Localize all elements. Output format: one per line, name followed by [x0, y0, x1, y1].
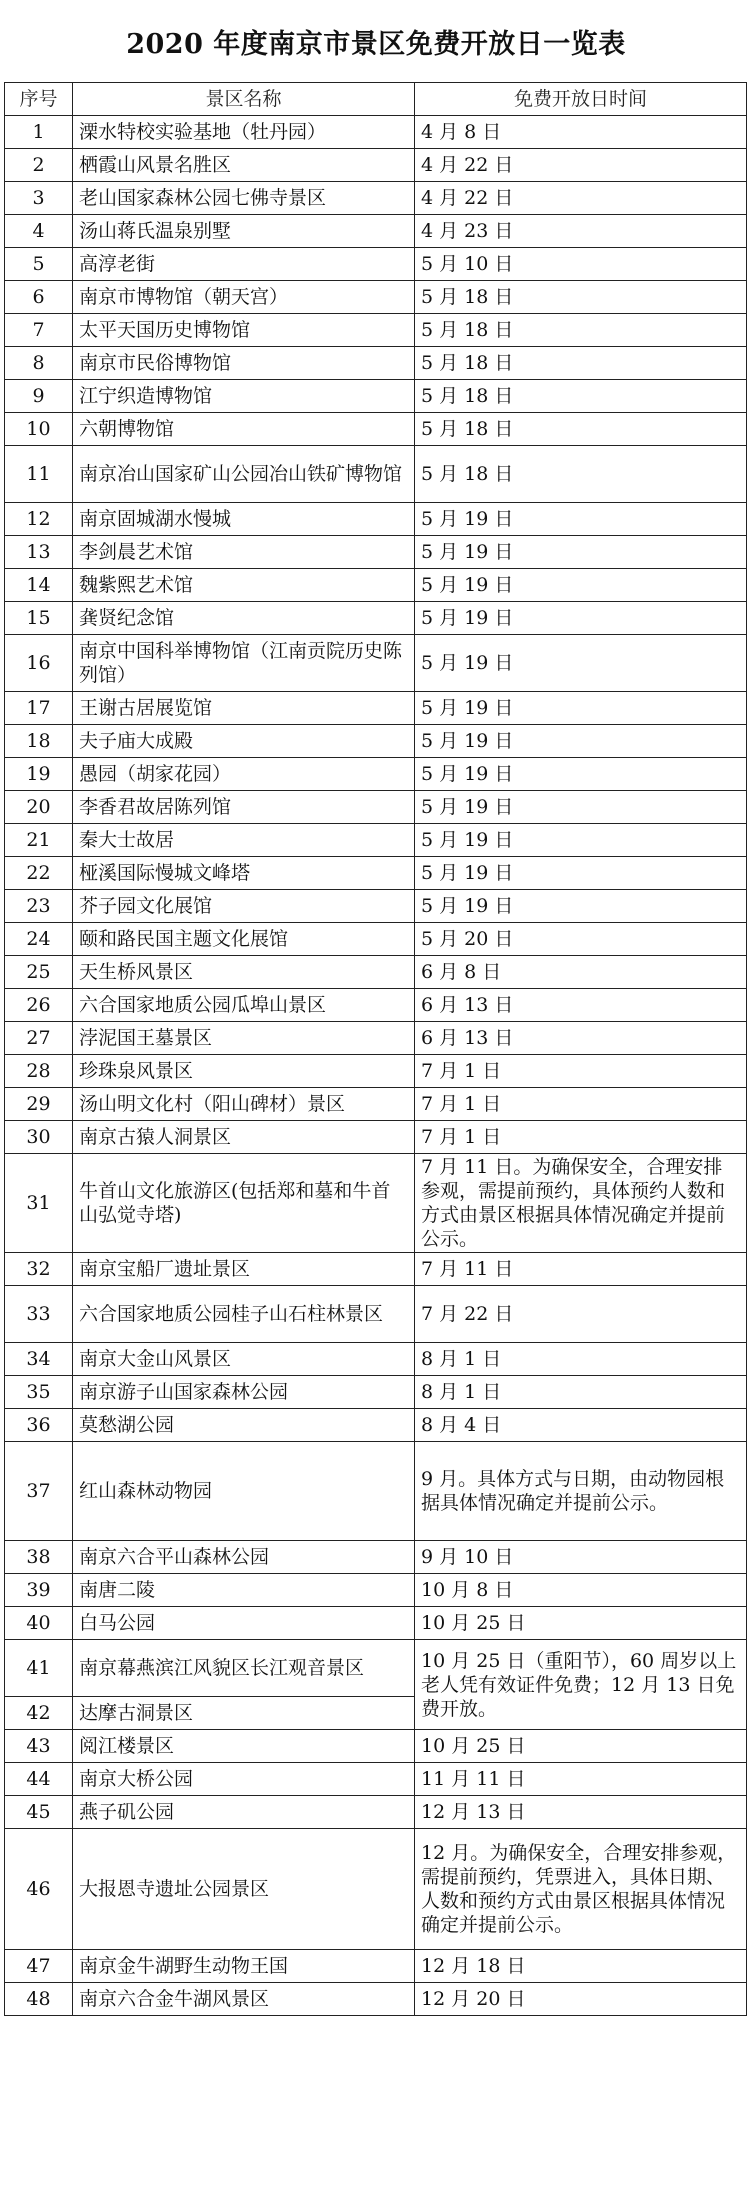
- table-row: [5, 1640, 747, 1697]
- scenic-name: 莫愁湖公园: [73, 1409, 415, 1442]
- free-date: 10 月 8 日: [415, 1574, 747, 1607]
- row-number: 27: [5, 1022, 73, 1055]
- free-date: 5 月 18 日: [415, 380, 747, 413]
- table-row: [5, 635, 747, 692]
- scenic-name: 六合国家地质公园瓜埠山景区: [73, 989, 415, 1022]
- table-row: [5, 1253, 747, 1286]
- free-date: 5 月 19 日: [415, 692, 747, 725]
- table-row: [5, 857, 747, 890]
- scenic-name: 太平天国历史博物馆: [73, 314, 415, 347]
- row-number: 22: [5, 857, 73, 890]
- table-row: [5, 536, 747, 569]
- table-row: [5, 149, 747, 182]
- free-date: 10 月 25 日（重阳节），60 周岁以上老人凭有效证件免费；12 月 13 日免费开放。: [415, 1640, 747, 1730]
- scenic-name: 六朝博物馆: [73, 413, 415, 446]
- scenic-name: 夫子庙大成殿: [73, 725, 415, 758]
- free-date: 12 月 18 日: [415, 1950, 747, 1983]
- free-date: 5 月 19 日: [415, 569, 747, 602]
- table-row: [5, 1088, 747, 1121]
- row-number: 28: [5, 1055, 73, 1088]
- free-date: 12 月 13 日: [415, 1796, 747, 1829]
- scenic-name: 珍珠泉风景区: [73, 1055, 415, 1088]
- row-number: 15: [5, 602, 73, 635]
- page-title: 2020 年度南京市景区免费开放日一览表: [126, 28, 626, 60]
- row-number: 41: [5, 1640, 73, 1697]
- free-date: 12 月。为确保安全，合理安排参观，需提前预约，凭票进入，具体日期、人数和预约方式由景区根据具体情况确定并提前公示。: [415, 1829, 747, 1950]
- free-date: 10 月 25 日: [415, 1607, 747, 1640]
- row-number: 31: [5, 1154, 73, 1253]
- free-date: 5 月 19 日: [415, 536, 747, 569]
- scenic-name: 南京游子山国家森林公园: [73, 1376, 415, 1409]
- table-row: [5, 602, 747, 635]
- table-row: [5, 1343, 747, 1376]
- row-number: 26: [5, 989, 73, 1022]
- table-row: [5, 1022, 747, 1055]
- table-row: [5, 791, 747, 824]
- scenic-name: 南京固城湖水慢城: [73, 503, 415, 536]
- column-header-date: 免费开放日时间: [415, 83, 747, 116]
- scenic-name: 南京金牛湖野生动物王国: [73, 1950, 415, 1983]
- row-number: 14: [5, 569, 73, 602]
- free-date: 6 月 13 日: [415, 1022, 747, 1055]
- table-row: [5, 569, 747, 602]
- free-date: 5 月 18 日: [415, 446, 747, 503]
- scenic-name: 南京六合平山森林公园: [73, 1541, 415, 1574]
- scenic-name: 秦大士故居: [73, 824, 415, 857]
- table-row: [5, 692, 747, 725]
- scenic-name: 燕子矶公园: [73, 1796, 415, 1829]
- scenic-name: 李剑晨艺术馆: [73, 536, 415, 569]
- row-number: 11: [5, 446, 73, 503]
- scenic-name: 溧水特校实验基地（牡丹园）: [73, 116, 415, 149]
- scenic-name: 老山国家森林公园七佛寺景区: [73, 182, 415, 215]
- free-date: 5 月 18 日: [415, 314, 747, 347]
- scenic-name: 南京市博物馆（朝天宫）: [73, 281, 415, 314]
- free-date: 5 月 19 日: [415, 503, 747, 536]
- free-date: 4 月 22 日: [415, 149, 747, 182]
- free-date: 6 月 8 日: [415, 956, 747, 989]
- scenic-name: 南唐二陵: [73, 1574, 415, 1607]
- row-number: 3: [5, 182, 73, 215]
- row-number: 46: [5, 1829, 73, 1950]
- row-number: 5: [5, 248, 73, 281]
- row-number: 23: [5, 890, 73, 923]
- table-row: [5, 1574, 747, 1607]
- table-row: [5, 824, 747, 857]
- row-number: 19: [5, 758, 73, 791]
- row-number: 10: [5, 413, 73, 446]
- scenic-name: 魏紫熙艺术馆: [73, 569, 415, 602]
- free-date: 7 月 1 日: [415, 1088, 747, 1121]
- table-row: [5, 989, 747, 1022]
- free-date: 4 月 8 日: [415, 116, 747, 149]
- free-date: 9 月 10 日: [415, 1541, 747, 1574]
- free-date: 5 月 19 日: [415, 824, 747, 857]
- row-number: 44: [5, 1763, 73, 1796]
- column-header-name: 景区名称: [73, 83, 415, 116]
- scenic-name: 芥子园文化展馆: [73, 890, 415, 923]
- row-number: 4: [5, 215, 73, 248]
- free-date: 5 月 19 日: [415, 725, 747, 758]
- row-number: 34: [5, 1343, 73, 1376]
- free-date: 7 月 11 日: [415, 1253, 747, 1286]
- table-header-row: [5, 83, 747, 116]
- free-date: 8 月 1 日: [415, 1343, 747, 1376]
- row-number: 16: [5, 635, 73, 692]
- table-row: [5, 923, 747, 956]
- scenic-name: 南京古猿人洞景区: [73, 1121, 415, 1154]
- scenic-name: 南京宝船厂遗址景区: [73, 1253, 415, 1286]
- free-date: 5 月 18 日: [415, 347, 747, 380]
- table-row: [5, 1763, 747, 1796]
- row-number: 39: [5, 1574, 73, 1607]
- table-row: [5, 1607, 747, 1640]
- row-number: 40: [5, 1607, 73, 1640]
- free-date: 6 月 13 日: [415, 989, 747, 1022]
- table-row: [5, 1541, 747, 1574]
- table-row: [5, 1376, 747, 1409]
- row-number: 33: [5, 1286, 73, 1343]
- table-row: [5, 380, 747, 413]
- row-number: 25: [5, 956, 73, 989]
- scenic-name: 白马公园: [73, 1607, 415, 1640]
- table-row: [5, 1409, 747, 1442]
- free-date: 10 月 25 日: [415, 1730, 747, 1763]
- free-date: 12 月 20 日: [415, 1983, 747, 2016]
- row-number: 8: [5, 347, 73, 380]
- table-row: [5, 1950, 747, 1983]
- scenic-name: 浡泥国王墓景区: [73, 1022, 415, 1055]
- free-date: 4 月 22 日: [415, 182, 747, 215]
- table-row: [5, 1730, 747, 1763]
- table-row: [5, 1154, 747, 1253]
- free-date: 11 月 11 日: [415, 1763, 747, 1796]
- scenic-name: 天生桥风景区: [73, 956, 415, 989]
- row-number: 36: [5, 1409, 73, 1442]
- row-number: 12: [5, 503, 73, 536]
- free-date: 7 月 22 日: [415, 1286, 747, 1343]
- row-number: 18: [5, 725, 73, 758]
- scenic-name: 龚贤纪念馆: [73, 602, 415, 635]
- free-date: 5 月 20 日: [415, 923, 747, 956]
- table-row: [5, 503, 747, 536]
- scenic-name: 南京市民俗博物馆: [73, 347, 415, 380]
- table-row: [5, 281, 747, 314]
- row-number: 6: [5, 281, 73, 314]
- table-row: [5, 248, 747, 281]
- scenic-name: 愚园（胡家花园）: [73, 758, 415, 791]
- free-date: 7 月 11 日。为确保安全，合理安排参观，需提前预约，具体预约人数和方式由景区根据具体情况确定并提前公示。: [415, 1154, 747, 1253]
- free-date: 5 月 19 日: [415, 890, 747, 923]
- scenic-name: 大报恩寺遗址公园景区: [73, 1829, 415, 1950]
- scenic-name: 南京大金山风景区: [73, 1343, 415, 1376]
- free-date: 8 月 4 日: [415, 1409, 747, 1442]
- row-number: 43: [5, 1730, 73, 1763]
- table-row: [5, 890, 747, 923]
- scenic-name: 汤山蒋氏温泉别墅: [73, 215, 415, 248]
- row-number: 32: [5, 1253, 73, 1286]
- row-number: 42: [5, 1697, 73, 1730]
- free-date: 5 月 19 日: [415, 758, 747, 791]
- scenic-name: 达摩古洞景区: [73, 1697, 415, 1730]
- free-date: 8 月 1 日: [415, 1376, 747, 1409]
- table-row: [5, 1829, 747, 1950]
- free-date: 7 月 1 日: [415, 1121, 747, 1154]
- row-number: 20: [5, 791, 73, 824]
- scenic-name: 栖霞山风景名胜区: [73, 149, 415, 182]
- free-date: 5 月 10 日: [415, 248, 747, 281]
- row-number: 47: [5, 1950, 73, 1983]
- table-row: [5, 314, 747, 347]
- scenic-name: 牛首山文化旅游区(包括郑和墓和牛首山弘觉寺塔): [73, 1154, 415, 1253]
- table-row: [5, 1121, 747, 1154]
- row-number: 1: [5, 116, 73, 149]
- column-header-number: 序号: [5, 83, 73, 116]
- scenic-name: 红山森林动物园: [73, 1442, 415, 1541]
- free-date: 9 月。具体方式与日期，由动物园根据具体情况确定并提前公示。: [415, 1442, 747, 1541]
- row-number: 9: [5, 380, 73, 413]
- scenic-name: 王谢古居展览馆: [73, 692, 415, 725]
- scenic-name: 阅江楼景区: [73, 1730, 415, 1763]
- table-row: [5, 758, 747, 791]
- scenic-free-days-table: [4, 82, 747, 2016]
- row-number: 2: [5, 149, 73, 182]
- table-row: [5, 1442, 747, 1541]
- table-row: [5, 1286, 747, 1343]
- free-date: 7 月 1 日: [415, 1055, 747, 1088]
- free-date: 5 月 19 日: [415, 791, 747, 824]
- table-row: [5, 1983, 747, 2016]
- row-number: 29: [5, 1088, 73, 1121]
- table-row: [5, 1055, 747, 1088]
- table-row: [5, 116, 747, 149]
- row-number: 37: [5, 1442, 73, 1541]
- scenic-name: 桠溪国际慢城文峰塔: [73, 857, 415, 890]
- scenic-name: 南京大桥公园: [73, 1763, 415, 1796]
- free-date: 5 月 19 日: [415, 857, 747, 890]
- row-number: 13: [5, 536, 73, 569]
- row-number: 38: [5, 1541, 73, 1574]
- row-number: 21: [5, 824, 73, 857]
- table-row: [5, 725, 747, 758]
- table-row: [5, 182, 747, 215]
- scenic-name: 汤山明文化村（阳山碑材）景区: [73, 1088, 415, 1121]
- scenic-name: 高淳老街: [73, 248, 415, 281]
- scenic-name: 江宁织造博物馆: [73, 380, 415, 413]
- free-date: 4 月 23 日: [415, 215, 747, 248]
- scenic-name: 南京幕燕滨江风貌区长江观音景区: [73, 1640, 415, 1697]
- scenic-name: 南京中国科举博物馆（江南贡院历史陈列馆）: [73, 635, 415, 692]
- table-row: [5, 1796, 747, 1829]
- table-row: [5, 413, 747, 446]
- table-row: [5, 446, 747, 503]
- free-date: 5 月 19 日: [415, 602, 747, 635]
- row-number: 24: [5, 923, 73, 956]
- scenic-name: 南京六合金牛湖风景区: [73, 1983, 415, 2016]
- scenic-name: 李香君故居陈列馆: [73, 791, 415, 824]
- free-date: 5 月 19 日: [415, 635, 747, 692]
- table-row: [5, 956, 747, 989]
- row-number: 45: [5, 1796, 73, 1829]
- table-row: [5, 347, 747, 380]
- row-number: 7: [5, 314, 73, 347]
- scenic-name: 颐和路民国主题文化展馆: [73, 923, 415, 956]
- free-date: 5 月 18 日: [415, 281, 747, 314]
- free-date: 5 月 18 日: [415, 413, 747, 446]
- row-number: 30: [5, 1121, 73, 1154]
- table-row: [5, 215, 747, 248]
- scenic-name: 南京冶山国家矿山公园冶山铁矿博物馆: [73, 446, 415, 503]
- row-number: 17: [5, 692, 73, 725]
- scenic-name: 六合国家地质公园桂子山石柱林景区: [73, 1286, 415, 1343]
- row-number: 35: [5, 1376, 73, 1409]
- row-number: 48: [5, 1983, 73, 2016]
